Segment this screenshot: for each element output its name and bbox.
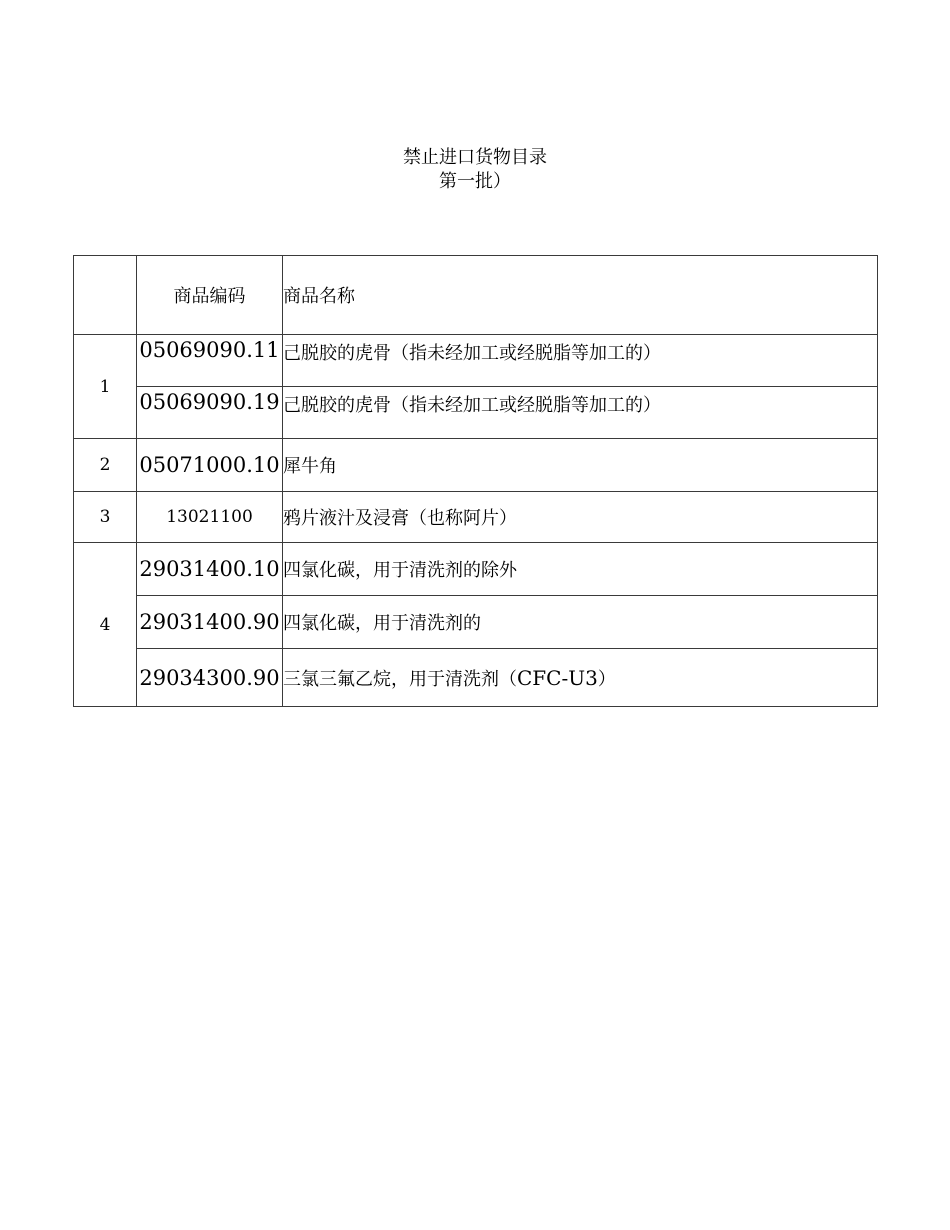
row-index-cell: 4	[74, 543, 137, 707]
table-row	[74, 335, 878, 387]
header-index-cell	[74, 256, 137, 335]
table-header-row	[74, 256, 878, 335]
row-index-cell: 3	[74, 492, 137, 543]
code-cell: 05071000.10	[137, 439, 283, 492]
table-row	[74, 596, 878, 649]
table-row	[74, 543, 878, 596]
code-cell: 29031400.90	[137, 596, 283, 649]
name-text: 三氯三氟乙烷，用于清洗剂（	[283, 668, 517, 690]
row-index-cell: 1	[74, 335, 137, 439]
name-cell: 犀牛角	[283, 439, 878, 492]
table-row	[74, 387, 878, 439]
header-name-cell: 商品名称	[283, 256, 878, 335]
name-suffix-text: ）	[597, 668, 616, 690]
code-cell	[137, 387, 283, 439]
name-latin-text: CFC-U3	[517, 665, 598, 690]
name-cell: 鸦片液汁及浸膏（也称阿片）	[283, 492, 878, 543]
name-cell: 四氯化碳，用于清洗剂的	[283, 596, 878, 649]
code-cell	[137, 335, 283, 387]
table-row	[74, 649, 878, 707]
document-title	[0, 146, 950, 194]
code-text: 05069090.19	[139, 390, 280, 414]
code-text: 05069090.11	[139, 338, 280, 362]
header-code-cell: 商品编码	[137, 256, 283, 335]
table-row	[74, 492, 878, 543]
code-cell: 13021100	[137, 492, 283, 543]
code-cell: 29034300.90	[137, 649, 283, 707]
name-cell	[283, 649, 878, 707]
prohibited-goods-table	[73, 255, 878, 707]
name-cell: 四氯化碳，用于清洗剂的除外	[283, 543, 878, 596]
name-cell: 己脱胶的虎骨（指未经加工或经脱脂等加工的）	[283, 387, 878, 439]
code-cell: 29031400.10	[137, 543, 283, 596]
row-index-cell: 2	[74, 439, 137, 492]
table-row	[74, 439, 878, 492]
name-cell: 己脱胶的虎骨（指未经加工或经脱脂等加工的）	[283, 335, 878, 387]
title-line-batch: 第一批）	[439, 171, 511, 192]
title-line-main: 禁止进口货物目录	[403, 147, 547, 168]
